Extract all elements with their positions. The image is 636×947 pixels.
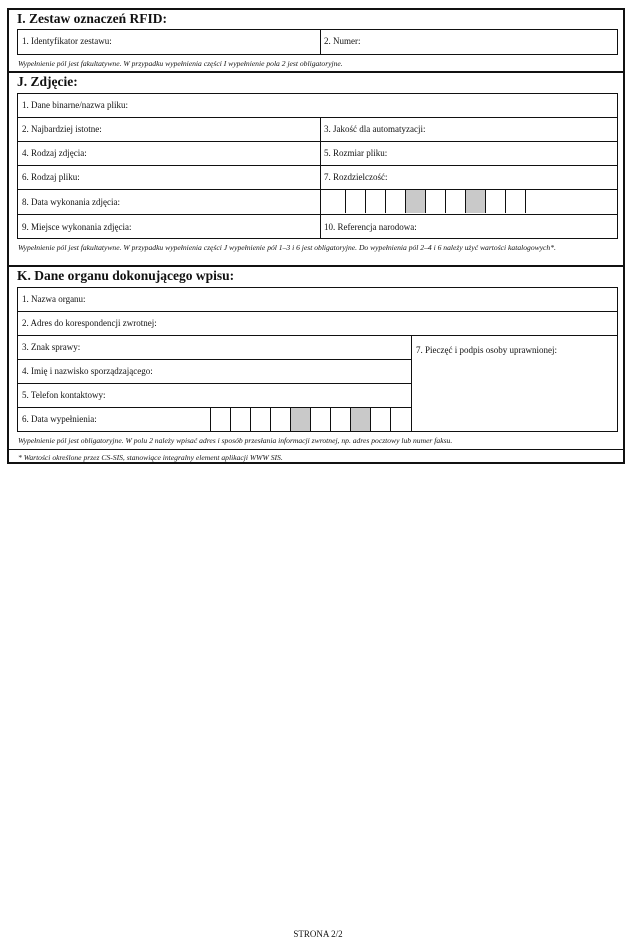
contact-phone-field[interactable]: 5. Telefon kontaktowy: [22,390,106,400]
file-size-field[interactable]: 5. Rozmiar pliku: [324,148,388,158]
section-divider [9,265,623,267]
row-divider [18,189,617,190]
date-digit-box[interactable] [425,190,445,213]
date-digit-box[interactable] [445,190,465,213]
date-digit-box[interactable] [370,408,390,431]
date-digit-box[interactable] [390,408,410,431]
date-digit-box[interactable] [330,408,350,431]
binary-data-field[interactable]: 1. Dane binarne/nazwa pliku: [22,100,128,110]
case-reference-field[interactable]: 3. Znak sprawy: [22,342,81,352]
return-address-field[interactable]: 2. Adres do korespondencji zwrotnej: [22,318,157,328]
section-i-fields [17,29,618,55]
column-divider [320,118,321,238]
date-digit-box[interactable] [365,190,385,213]
section-divider [9,71,623,73]
section-i-title: I. Zestaw oznaczeń RFID: [17,11,167,26]
date-separator-box [290,408,310,431]
form-page [7,8,625,464]
photo-date-label: 8. Data wykonania zdjęcia: [22,197,120,207]
seal-signature-field[interactable]: 7. Pieczęć i podpis osoby uprawnionej: [416,345,557,355]
fill-date-grid[interactable] [210,408,410,431]
resolution-field[interactable]: 7. Rozdzielczość: [324,172,388,182]
automation-quality-field[interactable]: 3. Jakość dla automatyzacji: [324,124,426,134]
row-divider [18,214,617,215]
national-reference-field[interactable]: 10. Referencja narodowa: [324,222,417,232]
most-relevant-field[interactable]: 2. Najbardziej istotne: [22,124,102,134]
row-divider [18,359,411,360]
section-k-note: Wypełnienie pól jest obligatoryjne. W polu 2 należy wpisać adres i sposób przesłania informacji zwrotnej, np. adres pocztowy lub numer faksu. [18,436,453,445]
date-separator-box [405,190,425,213]
row-divider [18,141,617,142]
divider [320,30,321,54]
date-digit-box[interactable] [230,408,250,431]
row-divider [18,383,411,384]
section-j-note: Wypełnienie pól jest fakultatywne. W przypadku wypełnienia części J wypełnienie pól 1–3 i 6 jest obligatoryjne. Do wypełnienia pól 2–4 i 6 należy użyć wartości katalogowych*. [18,243,556,252]
section-j-fields [17,93,618,239]
row-divider [18,117,617,118]
date-digit-box[interactable] [505,190,525,213]
preparer-name-field[interactable]: 4. Imię i nazwisko sporządzającego: [22,366,153,376]
date-digit-box[interactable] [250,408,270,431]
grid-end-line [525,190,526,213]
row-divider [18,165,617,166]
photo-date-grid[interactable] [345,190,526,213]
photo-place-field[interactable]: 9. Miejsce wykonania zdjęcia: [22,222,132,232]
section-k-fields [17,287,618,432]
file-type-field[interactable]: 6. Rodzaj pliku: [22,172,80,182]
section-i-note: Wypełnienie pól jest fakultatywne. W przypadku wypełnienia części I wypełnienie pola 2 jest obligatoryjne. [18,59,343,68]
date-digit-box[interactable] [210,408,230,431]
authority-name-field[interactable]: 1. Nazwa organu: [22,294,86,304]
date-separator-box [350,408,370,431]
date-digit-box[interactable] [485,190,505,213]
section-divider [9,449,623,450]
photo-type-field[interactable]: 4. Rodzaj zdjęcia: [22,148,87,158]
column-divider [411,336,412,431]
rfid-number-field[interactable]: 2. Numer: [324,36,361,46]
date-digit-box[interactable] [345,190,365,213]
date-digit-box[interactable] [385,190,405,213]
fill-date-label: 6. Data wypełnienia: [22,414,97,424]
row-divider [18,335,617,336]
section-k-title: K. Dane organu dokonującego wpisu: [17,268,235,283]
section-j-title: J. Zdjęcie: [17,74,78,89]
date-digit-box[interactable] [310,408,330,431]
footnote: * Wartości określone przez CS-SIS, stanowiące integralny element aplikacji WWW SIS. [18,453,283,462]
row-divider [18,311,617,312]
rfid-identifier-field[interactable]: 1. Identyfikator zestawu: [22,36,112,46]
date-separator-box [465,190,485,213]
date-digit-box[interactable] [270,408,290,431]
page-number: STRONA 2/2 [293,929,343,939]
